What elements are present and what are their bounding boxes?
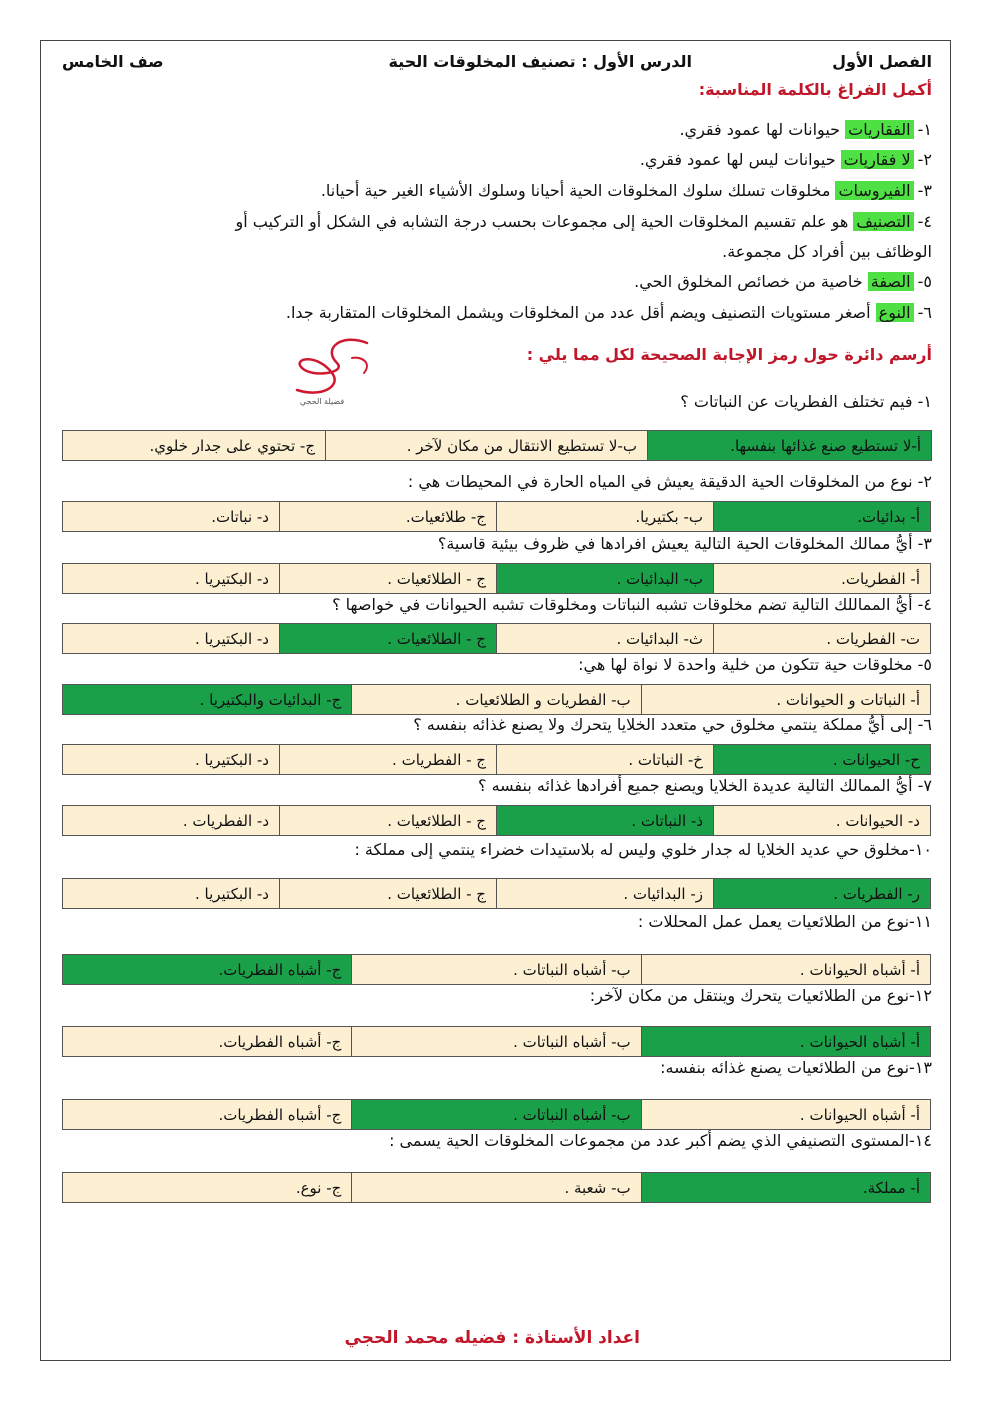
option[interactable]: ب- أشباه النباتات . bbox=[352, 1027, 641, 1057]
lesson-title: الدرس الأول : تصنيف المخلوقات الحية bbox=[388, 52, 692, 71]
option-correct[interactable]: ج- أشباه الفطريات. bbox=[63, 955, 352, 985]
mcq-section-title: أرسم دائرة حول رمز الإجابة الصحيحة لكل مما يلي : bbox=[526, 345, 932, 364]
option-correct[interactable]: ح- الحيوانات . bbox=[714, 745, 931, 775]
answer-highlight: الصفة bbox=[868, 272, 914, 291]
options-row bbox=[62, 501, 931, 532]
option[interactable]: ت- الفطريات . bbox=[714, 624, 931, 654]
option-correct[interactable]: ر- الفطريات . bbox=[714, 879, 931, 909]
option[interactable]: د- البكتيريا . bbox=[63, 879, 280, 909]
answer-highlight: لا فقاريات bbox=[841, 150, 914, 169]
fill-item: ٦-النوع أصغر مستويات التصنيف ويضم أقل عدد من المخلوقات ويشمل المخلوقات المتقاربة جدا. bbox=[285, 303, 932, 322]
option[interactable]: أ- أشباه الحيوانات . bbox=[641, 955, 930, 985]
author-credit: اعداد الأستاذة : فضيله محمد الحجي bbox=[344, 1328, 640, 1348]
fill-item: ٥-الصفة خاصية من خصائص المخلوق الحي. bbox=[634, 272, 932, 291]
option[interactable]: د- البكتيريا . bbox=[63, 624, 280, 654]
question-text: ١٣-نوع من الطلائعيات يصنع غذائه بنفسه: bbox=[660, 1058, 932, 1077]
options-row bbox=[62, 1026, 931, 1057]
option[interactable]: ز- البدائيات . bbox=[497, 879, 714, 909]
option[interactable]: أ- أشباه الحيوانات . bbox=[641, 1100, 930, 1130]
option[interactable]: ج- أشباه الفطريات. bbox=[63, 1027, 352, 1057]
question-text: ٦- إلى أيُّ مملكة ينتمي مخلوق حي متعدد الخلايا يتحرك ولا يصنع غذائه بنفسه ؟ bbox=[413, 715, 932, 734]
options-row bbox=[62, 563, 931, 594]
option-correct[interactable]: ج - الطلائعيات . bbox=[280, 624, 497, 654]
option[interactable]: ب- بكتيريا. bbox=[497, 502, 714, 532]
options-row bbox=[62, 805, 931, 836]
option[interactable]: ج - الطلائعيات . bbox=[280, 879, 497, 909]
options-row bbox=[62, 430, 932, 461]
option[interactable]: د- الفطريات . bbox=[63, 806, 280, 836]
option-correct[interactable]: ج- البدائيات والبكتيريا . bbox=[63, 685, 352, 715]
fill-item-continuation: الوظائف بين أفراد كل مجموعة. bbox=[722, 242, 932, 261]
answer-highlight: الفيروسات bbox=[835, 181, 913, 200]
option-correct[interactable]: ب- أشباه النباتات . bbox=[352, 1100, 641, 1130]
signature-stamp bbox=[282, 328, 382, 408]
option[interactable]: ج- طلائعيات. bbox=[280, 502, 497, 532]
option[interactable]: د- الحيوانات . bbox=[714, 806, 931, 836]
option[interactable]: ب- شعبة . bbox=[352, 1173, 641, 1203]
option[interactable]: ج - الطلائعيات . bbox=[280, 806, 497, 836]
option-correct[interactable]: أ- أشباه الحيوانات . bbox=[641, 1027, 930, 1057]
option[interactable]: أ- الفطريات. bbox=[714, 564, 931, 594]
option[interactable]: ب- الفطريات و الطلائعيات . bbox=[352, 685, 641, 715]
question-text: ١٤-المستوى التصنيفي الذي يضم أكبر عدد من مجموعات المخلوقات الحية يسمى : bbox=[389, 1131, 932, 1150]
question-text: ٤- أيُّ المماللك التالية تضم مخلوقات تشبه النباتات ومخلوقات تشبه الحيوانات في خواصها ؟ bbox=[332, 595, 932, 614]
option-correct[interactable]: ب- البدائيات . bbox=[497, 564, 714, 594]
option-correct[interactable]: أ- بدائيات. bbox=[714, 502, 931, 532]
option[interactable]: ج - الفطريات . bbox=[280, 745, 497, 775]
fill-item: ٢-لا فقاريات حيوانات ليس لها عمود فقري. bbox=[639, 150, 932, 169]
options-row bbox=[62, 878, 931, 909]
question-text: ٣- أيُّ ممالك المخلوقات الحية التالية يعيش افرادها في ظروف بيئية قاسية؟ bbox=[437, 534, 932, 553]
options-row bbox=[62, 684, 931, 715]
option[interactable]: ج - الطلائعيات . bbox=[280, 564, 497, 594]
option[interactable]: د- نباتات. bbox=[63, 502, 280, 532]
options-row bbox=[62, 744, 931, 775]
options-row bbox=[62, 1099, 931, 1130]
question-text: ١٠-مخلوق حي عديد الخلايا له جدار خلوي وليس له بلاستيدات خضراء ينتمي إلى مملكة : bbox=[354, 840, 932, 859]
option[interactable]: ث- البدائيات . bbox=[497, 624, 714, 654]
question-text: ٥- مخلوقات حية تتكون من خلية واحدة لا نواة لها هي: bbox=[578, 655, 932, 674]
svg-text:فضيلة الحجي: فضيلة الحجي bbox=[299, 397, 345, 406]
question-text: ٢- نوع من المخلوقات الحية الدقيقة يعيش في المياه الحارة في المحيطات هي : bbox=[407, 472, 932, 491]
answer-highlight: الفقاريات bbox=[845, 120, 914, 139]
option[interactable]: ب- أشباه النباتات . bbox=[352, 955, 641, 985]
options-row bbox=[62, 954, 931, 985]
fill-item: ٤-التصنيف هو علم تقسيم المخلوقات الحية إلى مجموعات بحسب درجة التشابه في الشكل أو التركيب أو bbox=[235, 212, 932, 231]
option[interactable]: د- البكتيريا . bbox=[63, 745, 280, 775]
options-row bbox=[62, 1172, 931, 1203]
option[interactable]: ب-لا تستطيع الانتقال من مكان لآخر . bbox=[326, 431, 648, 461]
question-text: ٧- أيُّ الممالك التالية عديدة الخلايا ويصنع جميع أفرادها غذائه بنفسه ؟ bbox=[478, 776, 932, 795]
options-row bbox=[62, 623, 931, 654]
question-text: ١٢-نوع من الطلائعيات يتحرك وينتقل من مكان لآخر: bbox=[589, 986, 932, 1005]
option-correct[interactable]: أ-لا تستطيع صنع غذائها بنفسها. bbox=[648, 431, 932, 461]
question-text: ١١-نوع من الطلائعيات يعمل عمل المحللات : bbox=[637, 912, 932, 931]
option[interactable]: د- البكتيريا . bbox=[63, 564, 280, 594]
option[interactable]: أ- النباتات و الحيوانات . bbox=[641, 685, 930, 715]
option[interactable]: خ- النباتات . bbox=[497, 745, 714, 775]
grade-label: صف الخامس bbox=[62, 52, 164, 71]
option-correct[interactable]: أ- مملكة. bbox=[641, 1173, 930, 1203]
answer-highlight: التصنيف bbox=[853, 212, 913, 231]
fill-item: ١-الفقاريات حيوانات لها عمود فقري. bbox=[679, 120, 932, 139]
question-text: ١- فيم تختلف الفطريات عن النباتات ؟ bbox=[680, 392, 932, 411]
chapter-title: الفصل الأول bbox=[832, 52, 932, 71]
option[interactable]: ج- نوع. bbox=[63, 1173, 352, 1203]
option[interactable]: ج- أشباه الفطريات. bbox=[63, 1100, 352, 1130]
answer-highlight: النوع bbox=[876, 303, 914, 322]
option-correct[interactable]: ذ- النباتات . bbox=[497, 806, 714, 836]
option[interactable]: ج- تحتوي على جدار خلوي. bbox=[63, 431, 326, 461]
fill-item: ٣-الفيروسات مخلوقات تسلك سلوك المخلوقات الحية أحيانا وسلوك الأشياء الغير حية أحيانا. bbox=[320, 181, 932, 200]
fill-section-title: أكمل الفراغ بالكلمة المناسبة: bbox=[698, 80, 932, 99]
